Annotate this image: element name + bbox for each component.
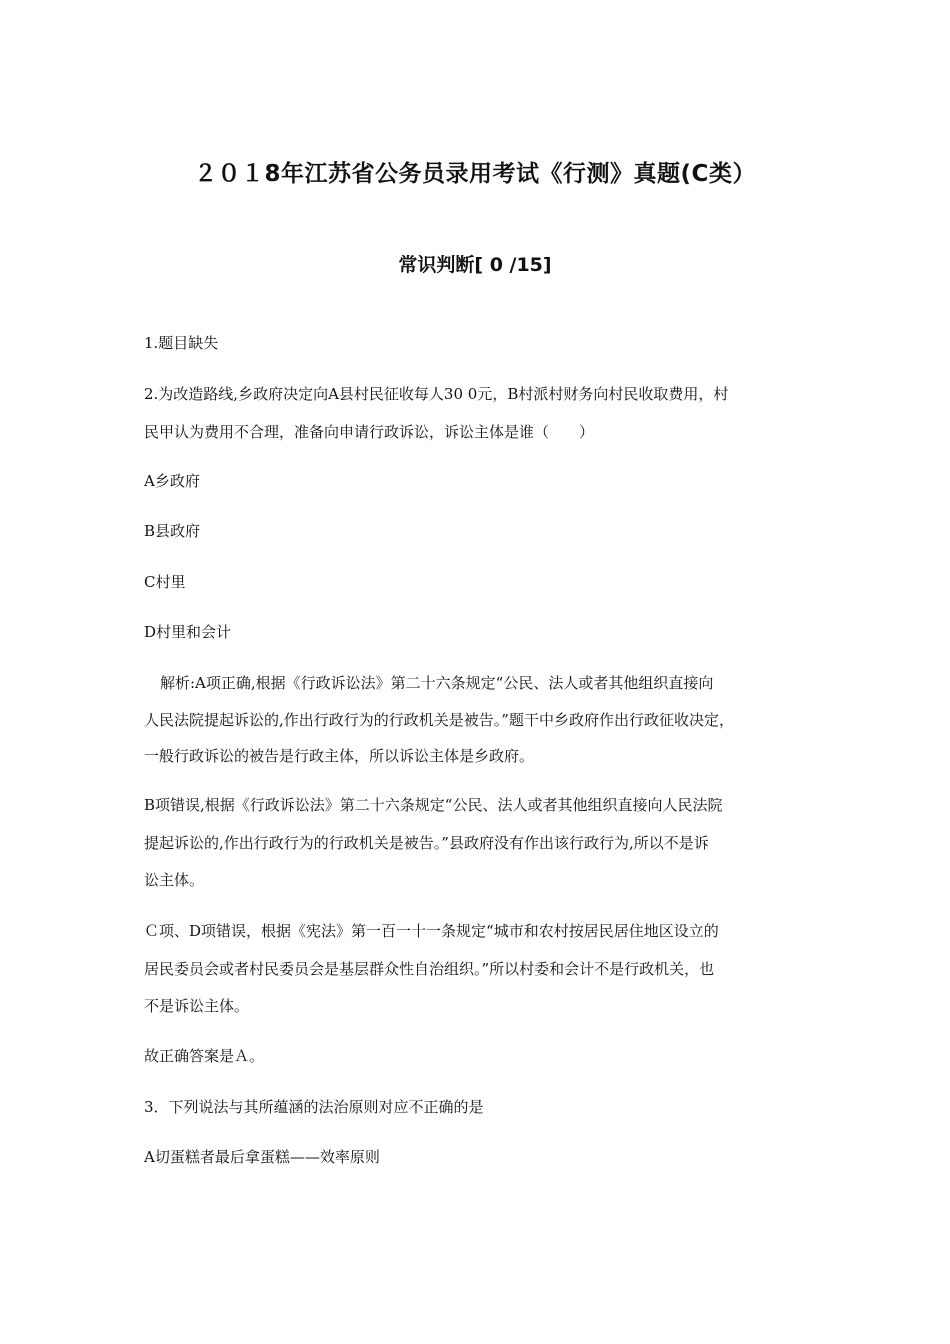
question-2-stem-line-2: 民甲认为费用不合理，准备向申请行政诉讼，诉讼主体是谁（ ） <box>144 423 595 441</box>
document-title: ２０１8年江苏省公务员录用考试《行测》真题(C类） <box>194 161 756 187</box>
section-heading: 常识判断[ 0 /15] <box>398 254 552 276</box>
question-2-option-d: D村里和会计 <box>144 623 232 641</box>
analysis-b-line-1: B项错误,根据《行政诉讼法》第二十六条规定“公民、法人或者其他组织直接向人民法院 <box>144 796 723 814</box>
analysis-cd-line-3: 不是诉讼主体。 <box>144 997 250 1015</box>
analysis-line-1: 解析:A项正确,根据《行政诉讼法》第二十六条规定“公民、法人或者其他组织直接向 <box>160 674 714 692</box>
analysis-cd-line-1: Ｃ项、D项错误，根据《宪法》第一百一十一条规定“城市和农村按居民居住地区设立的 <box>144 922 719 940</box>
analysis-line-2: 人民法院提起诉讼的,作出行政行为的行政机关是被告。”题干中乡政府作出行政征收决定， <box>144 711 734 729</box>
analysis-b-line-2: 提起诉讼的,作出行政行为的行政机关是被告。”县政府没有作出该行政行为,所以不是诉 <box>144 834 709 852</box>
analysis-line-3: 一般行政诉讼的被告是行政主体，所以诉讼主体是乡政府。 <box>144 747 535 765</box>
question-2-stem-line-1: 2.为改造路线,乡政府决定向A县村民征收每人30 0元，B村派村财务向村民收取费用，村 <box>144 385 729 403</box>
question-3-stem: 3．下列说法与其所蕴涵的法治原则对应不正确的是 <box>144 1098 484 1116</box>
question-2-option-b: B县政府 <box>144 522 201 540</box>
question-1-missing: 1.题目缺失 <box>144 334 219 352</box>
answer-line: 故正确答案是Ａ。 <box>144 1047 265 1065</box>
question-2-option-a: A乡政府 <box>144 472 200 490</box>
analysis-cd-line-2: 居民委员会或者村民委员会是基层群众性自治组织。”所以村委和会计不是行政机关，也 <box>144 960 715 978</box>
question-3-option-a: A切蛋糕者最后拿蛋糕——效率原则 <box>144 1148 380 1166</box>
analysis-b-line-3: 讼主体。 <box>144 871 205 889</box>
question-2-option-c: C村里 <box>144 573 186 591</box>
